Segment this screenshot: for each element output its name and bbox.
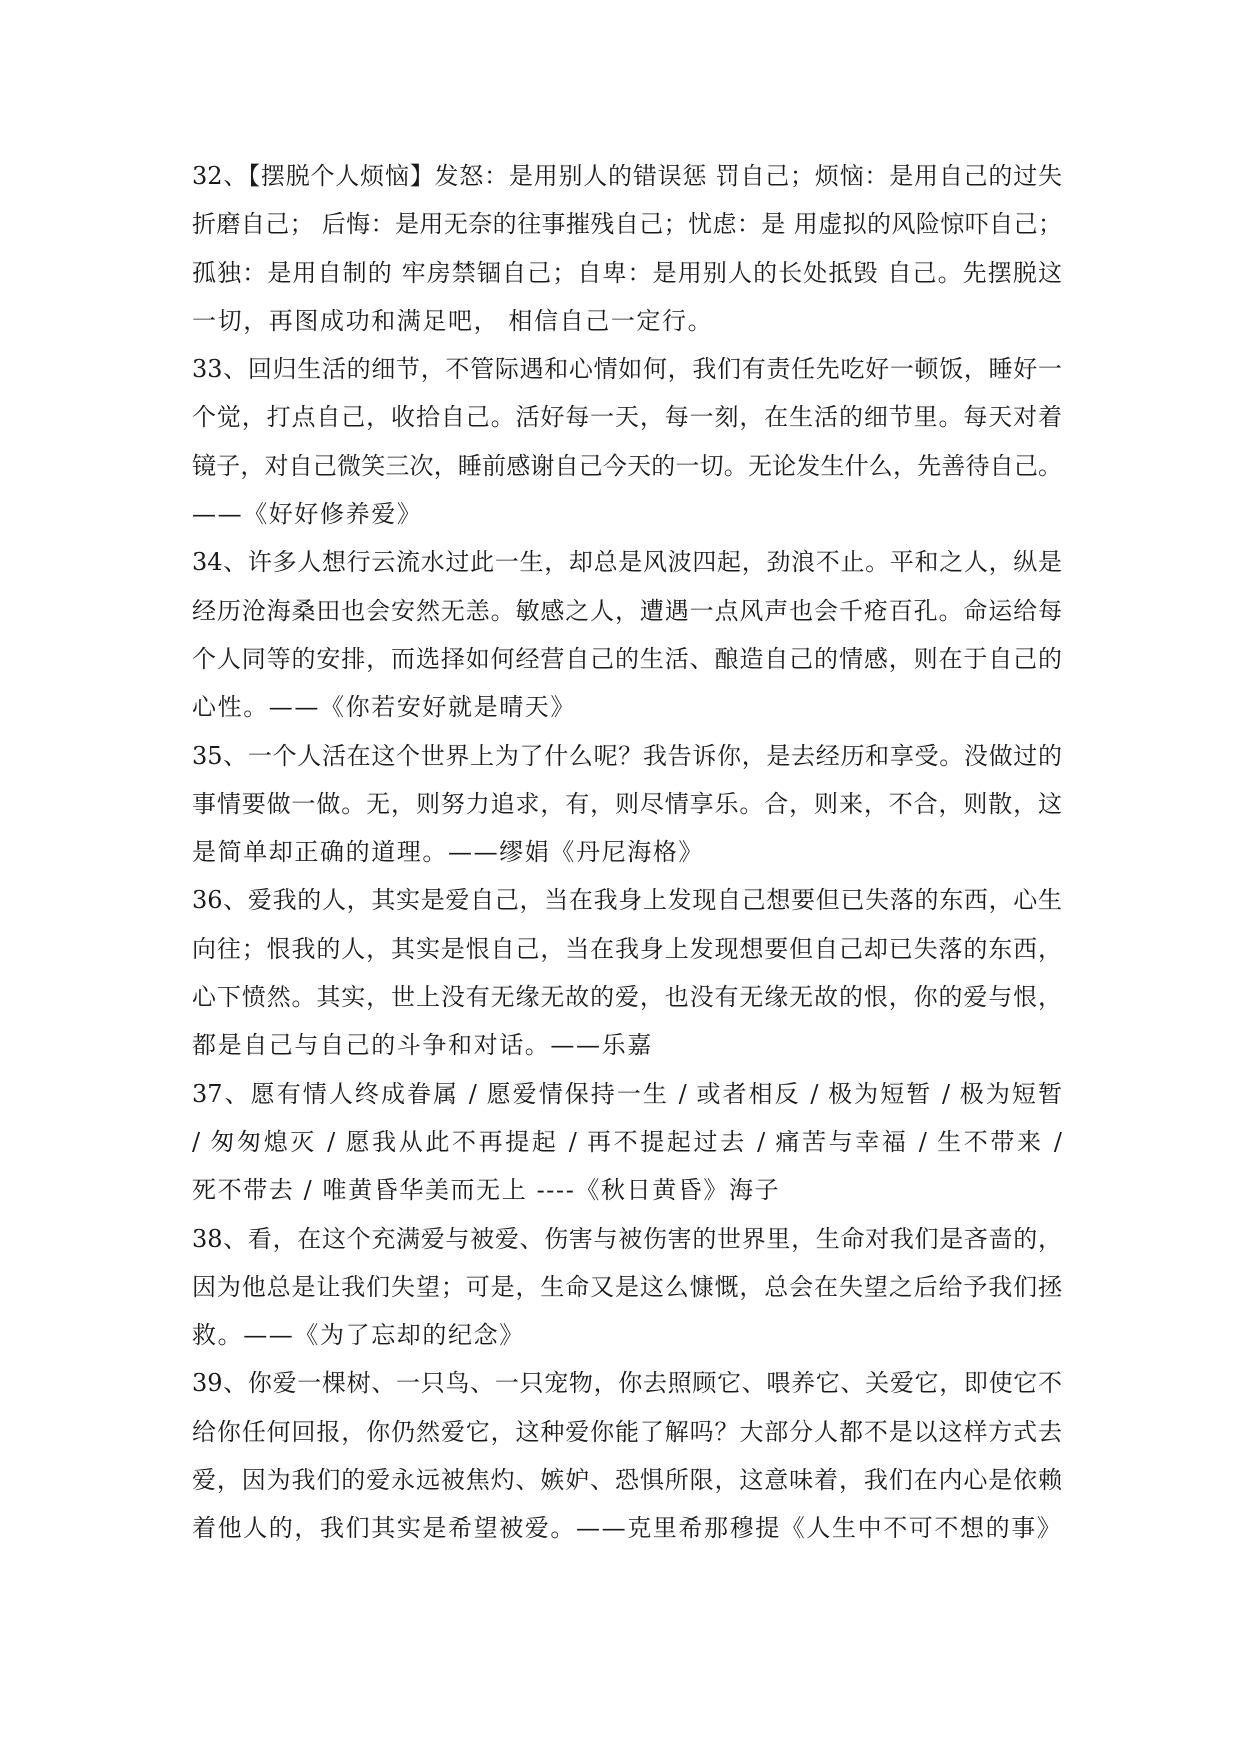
text-line: 死不带去 / 唯黄昏华美而无上 ----《秋日黄昏》海子 (192, 1176, 781, 1205)
text-line: 36、爱我的人，其实是爱自己，当在我身上发现自己想要但已失落的东西，心生 (192, 886, 1062, 915)
quote-entry-37 (192, 1070, 1062, 1215)
text-line: 经历沧海桑田也会安然无恙。敏感之人，遭遇一点风声也会千疮百孔。命运给每 (192, 596, 1062, 625)
quote-entry-34 (192, 538, 1062, 731)
text-line: 向往；恨我的人，其实是恨自己，当在我身上发现想要但自己却已失落的东西， (192, 934, 1062, 963)
quote-entry-33 (192, 345, 1062, 538)
quote-entry-38 (192, 1215, 1062, 1360)
text-line: 心下愤然。其实，世上没有无缘无故的爱，也没有无缘无故的恨，你的爱与恨， (192, 983, 1062, 1012)
quote-entry-32 (192, 152, 1062, 345)
text-line: / 匆匆熄灭 / 愿我从此不再提起 / 再不提起过去 / 痛苦与幸福 / 生不带来 / (192, 1127, 1062, 1156)
document-page (192, 152, 1062, 1553)
text-line: 镜子，对自己微笑三次，睡前感谢自己今天的一切。无论发生什么，先善待自己。 (192, 451, 1062, 480)
text-line: 33、回归生活的细节，不管际遇和心情如何，我们有责任先吃好一顿饭，睡好一 (192, 355, 1062, 384)
text-line: ——《好好修养爱》 (192, 500, 423, 529)
text-line: 37、愿有情人终成眷属 / 愿爱情保持一生 / 或者相反 / 极为短暂 / 极为短暂 (192, 1079, 1062, 1108)
text-line: 是简单却正确的道理。——缪娟《丹尼海格》 (192, 838, 704, 867)
text-line: 35、一个人活在这个世界上为了什么呢？我告诉你，是去经历和享受。没做过的 (192, 741, 1062, 770)
text-line: 折磨自己； 后悔：是用无奈的往事摧残自己；忧虑：是 用虚拟的风险惊吓自己； (192, 210, 1062, 239)
quote-entry-36 (192, 876, 1062, 1069)
text-line: 事情要做一做。无，则努力追求，有，则尽情享乐。合，则来，不合，则散，这 (192, 789, 1062, 818)
text-line: 孤独：是用自制的 牢房禁锢自己；自卑：是用别人的长处抵毁 自己。先摆脱这 (192, 258, 1062, 287)
text-line: 爱，因为我们的爱永远被焦灼、嫉妒、恐惧所限，这意味着，我们在内心是依赖 (192, 1466, 1062, 1495)
text-line: 39、你爱一棵树、一只鸟、一只宠物，你去照顾它、喂养它、关爱它，即使它不 (192, 1369, 1062, 1398)
text-line: 因为他总是让我们失望；可是，生命又是这么慷慨，总会在失望之后给予我们拯 (192, 1272, 1062, 1301)
text-line: 给你任何回报，你仍然爱它，这种爱你能了解吗？大部分人都不是以这样方式去 (192, 1417, 1062, 1446)
text-line: 38、看，在这个充满爱与被爱、伤害与被伤害的世界里，生命对我们是吝啬的， (192, 1224, 1062, 1253)
quote-entry-35 (192, 732, 1062, 877)
text-line: 救。——《为了忘却的纪念》 (192, 1321, 525, 1350)
text-line: 一切，再图成功和满足吧， 相信自己一定行。 (192, 306, 714, 335)
text-line: 32、【摆脱个人烦恼】发怒：是用别人的错误惩 罚自己；烦恼：是用自己的过失 (192, 162, 1062, 190)
text-line: 34、许多人想行云流水过此一生，却总是风波四起，劲浪不止。平和之人，纵是 (192, 548, 1062, 577)
quote-entry-39 (192, 1359, 1062, 1552)
text-line: 着他人的，我们其实是希望被爱。——克里希那穆提《人生中不可不想的事》 (192, 1514, 1063, 1543)
text-line: 个人同等的安排，而选择如何经营自己的生活、酿造自己的情感，则在于自己的 (192, 644, 1062, 673)
text-line: 心性。——《你若安好就是晴天》 (192, 693, 576, 722)
text-line: 个觉，打点自己，收拾自己。活好每一天，每一刻，在生活的细节里。每天对着 (192, 403, 1062, 432)
text-line: 都是自己与自己的斗争和对话。——乐嘉 (192, 1031, 653, 1060)
